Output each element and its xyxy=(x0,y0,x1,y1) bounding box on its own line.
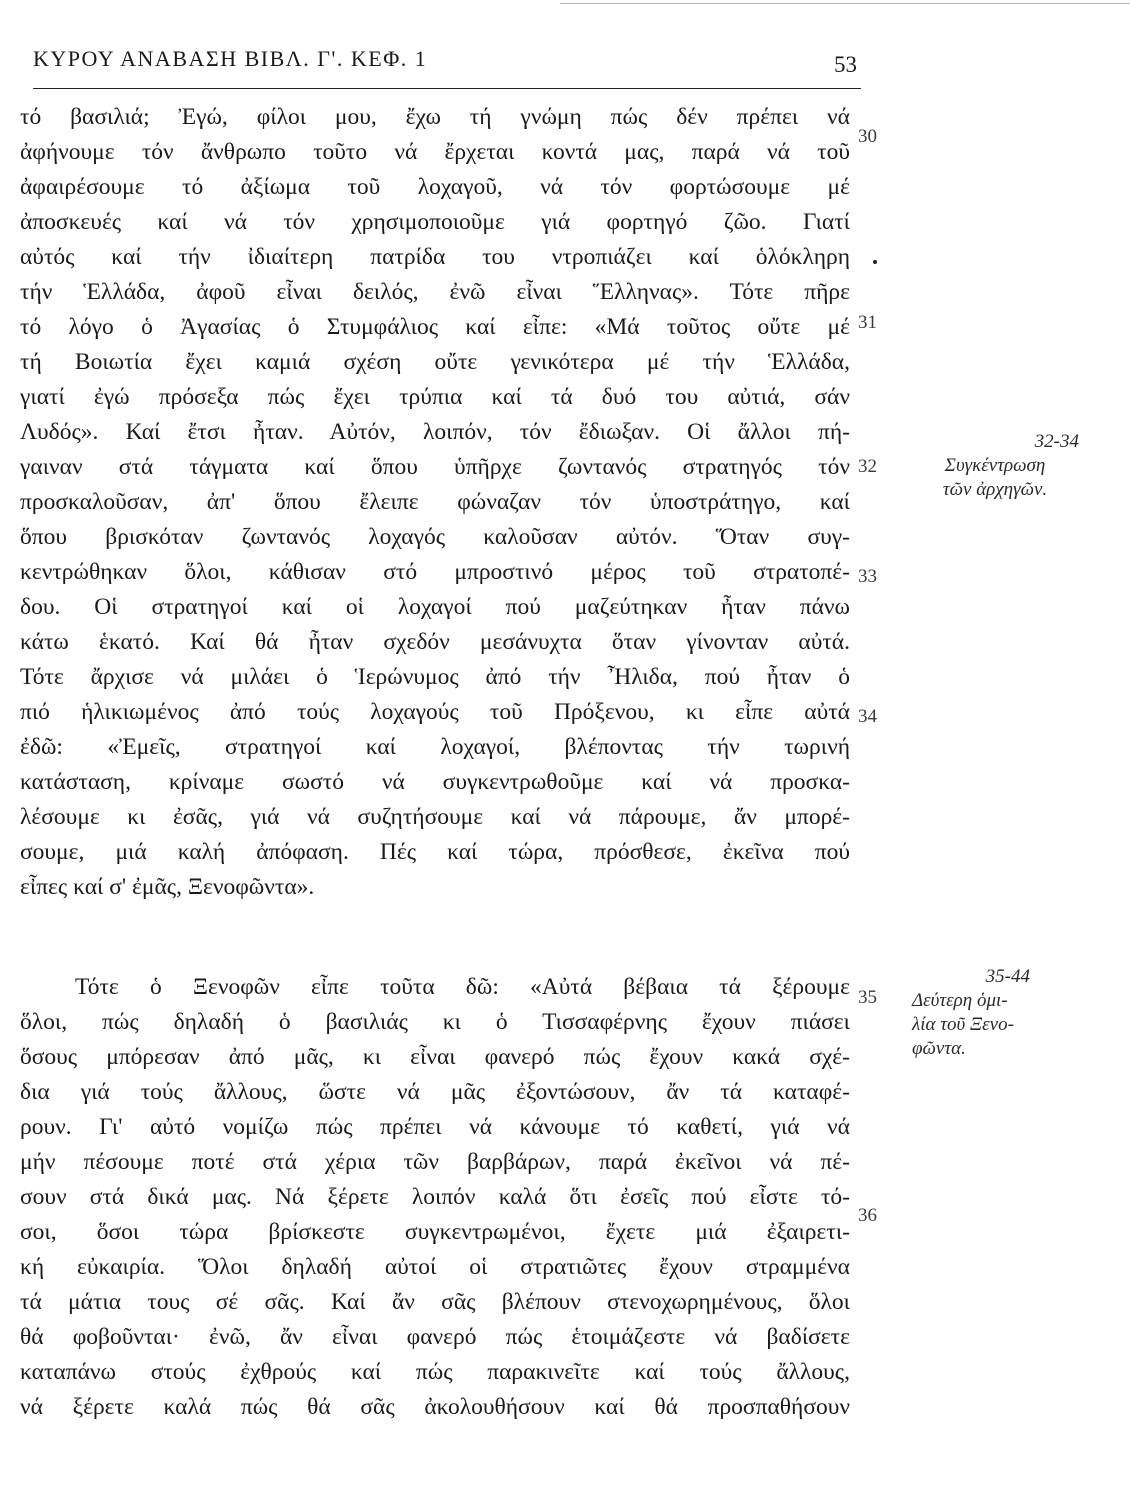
scan-edge-line xyxy=(560,3,1130,4)
ink-speck xyxy=(873,260,877,264)
text-line: τό βασιλιά; Ἐγώ, φίλοι μου, ἔχω τή γνώμη πώς δέν πρέπει νά xyxy=(20,104,850,130)
text-line: τή Βοιωτία ἔχει καμιά σχέση οὔτε γενικότερα μέ τήν Ἑλλάδα, xyxy=(20,349,850,375)
text-line: ἀφαιρέσουμε τό ἀξίωμα τοῦ λοχαγοῦ, νά τόν φορτώσουμε μέ xyxy=(20,174,850,200)
section-number: 31 xyxy=(858,312,877,333)
text-line: Λυδός». Καί ἔτσι ἦταν. Αὐτόν, λοιπόν, τόν ἔδιωξαν. Οἱ ἄλλοι πή- xyxy=(20,419,850,445)
text-line: ὅπου βρισκόταν ζωντανός λοχαγός καλοῦσαν αὐτόν. Ὅταν συγ- xyxy=(20,524,850,550)
text-line: ἀφήνουμε τόν ἄνθρωπο τοῦτο νά ἔρχεται κοντά μας, παρά νά τοῦ xyxy=(20,139,850,165)
paragraph-2 xyxy=(20,970,850,1425)
text-line: τό λόγο ὁ Ἀγασίας ὁ Στυμφάλιος καί εἶπε: «Μά τοῦτος οὔτε μέ xyxy=(20,314,850,340)
text-line: ὅλοι, πώς δηλαδή ὁ βασιλιάς κι ὁ Τισσαφέρνης ἔχουν πιάσει xyxy=(20,1009,850,1035)
text-line: ἐδῶ: «Ἐμεῖς, στρατηγοί καί λοχαγοί, βλέποντας τήν τωρινή xyxy=(20,734,850,760)
text-line: ἀποσκευές καί νά τόν χρησιμοποιοῦμε γιά φορτηγό ζῶο. Γιατί xyxy=(20,209,850,235)
text-line: μήν πέσουμε ποτέ στά χέρια τῶν βαρβάρων, παρά ἐκεῖνοι νά πέ- xyxy=(20,1149,850,1175)
text-line: θά φοβοῦνται· ἐνῶ, ἄν εἶναι φανερό πώς ἑτοιμάζεστε νά βαδίσετε xyxy=(20,1324,850,1350)
page-header xyxy=(33,46,861,89)
text-line: καταπάνω στούς ἐχθρούς καί πώς παρακινεῖτε καί τούς ἄλλους, xyxy=(20,1359,850,1385)
text-line: ρουν. Γι' αὐτό νομίζω πώς πρέπει νά κάνουμε τό καθετί, γιά νά xyxy=(20,1114,850,1140)
section-number: 34 xyxy=(858,706,877,727)
text-line: κατάσταση, κρίναμε σωστό νά συγκεντρωθοῦμε καί νά προσκα- xyxy=(20,769,850,795)
text-line: κεντρώθηκαν ὅλοι, κάθισαν στό μπροστινό μέρος τοῦ στρατοπέ- xyxy=(20,559,850,585)
text-line: Τότε ἄρχισε νά μιλάει ὁ Ἱερώνυμος ἀπό τήν Ἦλιδα, πού ἦταν ὁ xyxy=(20,664,850,690)
margin-note-range: 32-34 xyxy=(1034,431,1079,452)
section-number: 30 xyxy=(858,126,877,147)
text-line: κάτω ἑκατό. Καί θά ἦταν σχεδόν μεσάνυχτα ὅταν γίνονταν αὐτά. xyxy=(20,629,850,655)
text-line: δου. Οἱ στρατηγοί καί οἱ λοχαγοί πού μαζεύτηκαν ἦταν πάνω xyxy=(20,594,850,620)
section-number: 32 xyxy=(858,456,877,477)
text-line: Τότε ὁ Ξενοφῶν εἶπε τοῦτα δῶ: «Αὐτά βέβαια τά ξέρουμε xyxy=(75,974,850,1000)
text-line: σουμε, μιά καλή ἀπόφαση. Πές καί τώρα, πρόσθεσε, ἐκεῖνα πού xyxy=(20,839,850,865)
running-title: ΚΥΡΟΥ ΑΝΑΒΑΣΗ ΒΙΒΛ. Γ'. ΚΕΦ. 1 xyxy=(33,46,428,71)
margin-note-speech xyxy=(912,965,1072,1061)
text-line: πιό ἡλικιωμένος ἀπό τούς λοχαγούς τοῦ Πρόξενου, κι εἶπε αὐτά xyxy=(20,699,850,725)
text-line: σουν στά δικά μας. Νά ξέρετε λοιπόν καλά ὅτι ἐσεῖς πού εἶστε τό- xyxy=(20,1184,850,1210)
text-line: τήν Ἑλλάδα, ἀφοῦ εἶναι δειλός, ἐνῶ εἶναι Ἕλληνας». Τότε πῆρε xyxy=(20,279,850,305)
margin-note-line: Συγκέντρωση xyxy=(944,455,1046,476)
text-line: ὅσους μπόρεσαν ἀπό μᾶς, κι εἶναι φανερό πώς ἔχουν κακά σχέ- xyxy=(20,1044,850,1070)
margin-note-line: τῶν ἀρχηγῶν. xyxy=(942,479,1048,500)
paragraph-1 xyxy=(20,100,850,905)
section-number: 36 xyxy=(858,1205,877,1226)
text-line: λέσουμε κι ἐσᾶς, γιά νά συζητήσουμε καί νά πάρουμε, ἄν μπορέ- xyxy=(20,804,850,830)
text-line: δια γιά τούς ἄλλους, ὥστε νά μᾶς ἐξοντώσουν, ἄν τά καταφέ- xyxy=(20,1079,850,1105)
section-number: 33 xyxy=(858,566,877,587)
section-number: 35 xyxy=(858,987,877,1008)
page-number: 53 xyxy=(834,52,857,77)
text-line: αὐτός καί τήν ἰδιαίτερη πατρίδα του ντροπιάζει καί ὁλόκληρη xyxy=(20,244,850,270)
text-line: κή εὐκαιρία. Ὅλοι δηλαδή αὐτοί οἱ στρατιῶτες ἔχουν στραμμένα xyxy=(20,1254,850,1280)
text-line: τά μάτια τους σέ σᾶς. Καί ἄν σᾶς βλέπουν στενοχωρημένους, ὅλοι xyxy=(20,1289,850,1315)
margin-note-line: φῶντα. xyxy=(912,1038,966,1059)
text-line: εἶπες καί σ' ἐμᾶς, Ξενοφῶντα». xyxy=(20,874,315,900)
margin-note-line: λία τοῦ Ξενο- xyxy=(912,1014,1014,1035)
margin-note-line: Δεύτερη ὁμι- xyxy=(912,990,1008,1011)
text-line: γαιναν στά τάγματα καί ὅπου ὑπῆρχε ζωντανός στρατηγός τόν xyxy=(20,454,850,480)
text-line: νά ξέρετε καλά πώς θά σᾶς ἀκολουθήσουν καί θά προσπαθήσουν xyxy=(20,1394,850,1420)
margin-note-range: 35-44 xyxy=(985,966,1030,987)
text-line: προσκαλοῦσαν, ἀπ' ὅπου ἔλειπε φώναζαν τόν ὑποστράτηγο, καί xyxy=(20,489,850,515)
text-line: γιατί ἐγώ πρόσεξα πώς ἔχει τρύπια καί τά δυό του αὐτιά, σάν xyxy=(20,384,850,410)
text-line: σοι, ὅσοι τώρα βρίσκεστε συγκεντρωμένοι, ἔχετε μιά ἐξαιρετι- xyxy=(20,1219,850,1245)
margin-note-assembly xyxy=(905,430,1085,502)
